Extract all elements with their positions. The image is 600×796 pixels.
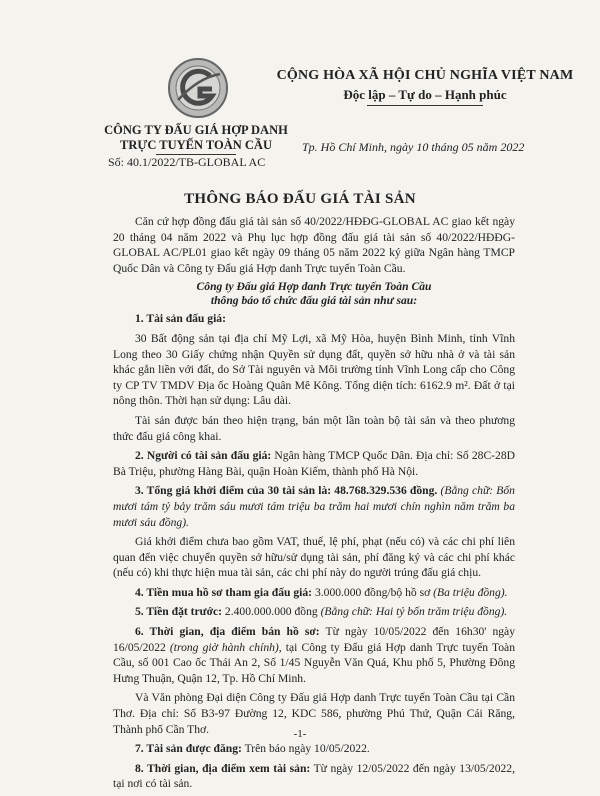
page-number: -1-: [293, 728, 307, 740]
section-3-title: 3. Tổng giá khởi điểm của 30 tài sản là: 48.768.329.536 đồng.: [135, 484, 438, 498]
section-3-note: Giá khởi điểm chưa bao gồm VAT, thuế, lệ phí, phạt (nếu có) và các chi phí liên quan đến việc chuyển quyền sở hữu/sử dụng tài sản, phí đăng ký và các chi phí khác (nếu có) khi thực hiện mua tài sản, các chi phí này do người trúng đấu giá chịu.: [113, 535, 515, 580]
section-4-body: 3.000.000 đồng/bộ hồ sơ: [312, 585, 434, 599]
document-body: [113, 214, 515, 796]
intro-line1: Công ty Đấu giá Hợp danh Trực tuyến Toàn Cầu: [196, 280, 432, 294]
section-3: [113, 483, 515, 530]
motto-underline: [367, 105, 483, 106]
section-2-body: Ngân hàng TMCP Quốc Dân. Địa chỉ: Số 28C-28D Bà Triệu, phường Hàng Bài, quận Hoàn Kiếm, thành phố Hà Nội.: [113, 449, 515, 478]
national-motto: Độc lập – Tự do – Hạnh phúc: [343, 87, 507, 102]
document-number: Số: 40.1/2022/TB-GLOBAL AC: [108, 155, 266, 169]
section-2: [113, 448, 515, 479]
company-name-line1: CÔNG TY ĐẤU GIÁ HỢP DANH: [104, 123, 288, 137]
section-6-body2: , tại Công ty Đấu giá Hợp danh Trực tuyến Toàn Cầu, số 001 Cao ốc Thái An 2, Số 1/45 Nguyễn Văn Quá, Khu phố 5, Phường Đông Hưng Thuận, Quận 12, Tp. Hồ Chí Minh.: [113, 640, 515, 685]
nation-title: CỘNG HÒA XÃ HỘI CHỦ NGHĨA VIỆT NAM: [276, 68, 574, 83]
section-1-body: 30 Bất động sản tại địa chỉ Mỹ Lợi, xã Mỹ Hòa, huyện Bình Minh, tỉnh Vĩnh Long theo 30 Giấy chứng nhận Quyền sử dụng đất, quyền sở hữu nhà ở và tài sản khác gắn liền với đất, do Sở Tài nguyên và Môi trường tỉnh Vĩnh Long cấp cho Công ty CP TV TMDV Địa ốc Hoàng Quân Mê Kông. Tổng diện tích: 6162.9 m². Đất ở tại nông thôn. Thời hạn sử dụng: Lâu dài.: [113, 331, 515, 408]
section-7-title: 7. Tài sản được đăng:: [135, 742, 242, 756]
section-5-words: (Bằng chữ: Hai tỷ bốn trăm triệu đồng).: [320, 605, 508, 619]
national-header: [270, 68, 580, 106]
section-8: [113, 761, 515, 792]
section-6-body1: Từ ngày 10/05/2022 đến 16h30' ngày 16/05/2022: [113, 625, 515, 654]
section-4-words: (Ba triệu đồng).: [433, 585, 508, 599]
document-title: THÔNG BÁO ĐẤU GIÁ TÀI SẢN: [184, 191, 416, 207]
section-5: [113, 604, 515, 620]
document-date: Tp. Hồ Chí Minh, ngày 10 tháng 05 năm 2022: [302, 140, 525, 154]
intro-line2: thông báo tổ chức đấu giá tài sản như sau:: [210, 294, 418, 308]
company-logo-icon: [166, 56, 230, 120]
section-6-note: Và Văn phòng Đại diện Công ty Đấu giá Hợp danh Trực tuyến Toàn Cầu tại Cần Thơ. Địa chỉ: Số B3-97 Đường 12, KDC 586, phường Phú Thứ, Quận Cái Răng, Thành phố Cần Thơ.: [113, 691, 515, 736]
preamble: Căn cứ hợp đồng đấu giá tài sản số 40/2022/HĐĐG-GLOBAL AC giao kết ngày 20 tháng 04 năm 2022 và Phụ lục hợp đồng đấu giá tài sản số 40/2022/HĐĐG-GLOBAL AC/PL01 giao kết ngày 09 tháng 05 năm 2022 ký giữa Ngân hàng TMCP Quốc Dân và Công ty Đấu giá Hợp danh Trực tuyến Toàn Cầu.: [113, 215, 515, 275]
section-5-body: 2.400.000.000 đồng: [222, 605, 321, 619]
company-name-block: [96, 123, 296, 155]
section-6-italic: (trong giờ hành chính): [169, 640, 279, 654]
section-2-title: 2. Người có tài sản đấu giá:: [135, 449, 272, 463]
section-1-heading: [113, 311, 515, 327]
section-6-title: 6. Thời gian, địa điểm bán hồ sơ:: [135, 625, 320, 639]
section-8-body: Từ ngày 12/05/2022 đến ngày 13/05/2022, tại nơi có tài sản.: [113, 761, 515, 791]
section-5-title: 5. Tiền đặt trước:: [135, 605, 223, 619]
intro-statement: [113, 280, 515, 308]
section-7: [113, 741, 515, 757]
section-4-title: 4. Tiền mua hồ sơ tham gia đấu giá:: [135, 585, 313, 599]
section-1-title: 1. Tài sản đấu giá:: [135, 312, 226, 326]
company-name-line2: TRỰC TUYẾN TOÀN CẦU: [120, 138, 272, 152]
section-8-title: 8. Thời gian, địa điểm xem tài sản:: [135, 761, 311, 775]
section-1-note: Tài sản được bán theo hiện trạng, bán một lần toàn bộ tài sản và theo phương thức đấu giá công khai.: [113, 413, 515, 443]
section-7-body: Trên báo ngày 10/05/2022.: [241, 742, 370, 756]
section-4: [113, 585, 515, 601]
section-3-words: (Bằng chữ: Bốn mươi tám tỷ bảy trăm sáu mươi tám triệu ba trăm hai mươi chín nghìn năm trăm ba mươi sáu đồng).: [113, 484, 515, 529]
section-6: [113, 624, 515, 686]
